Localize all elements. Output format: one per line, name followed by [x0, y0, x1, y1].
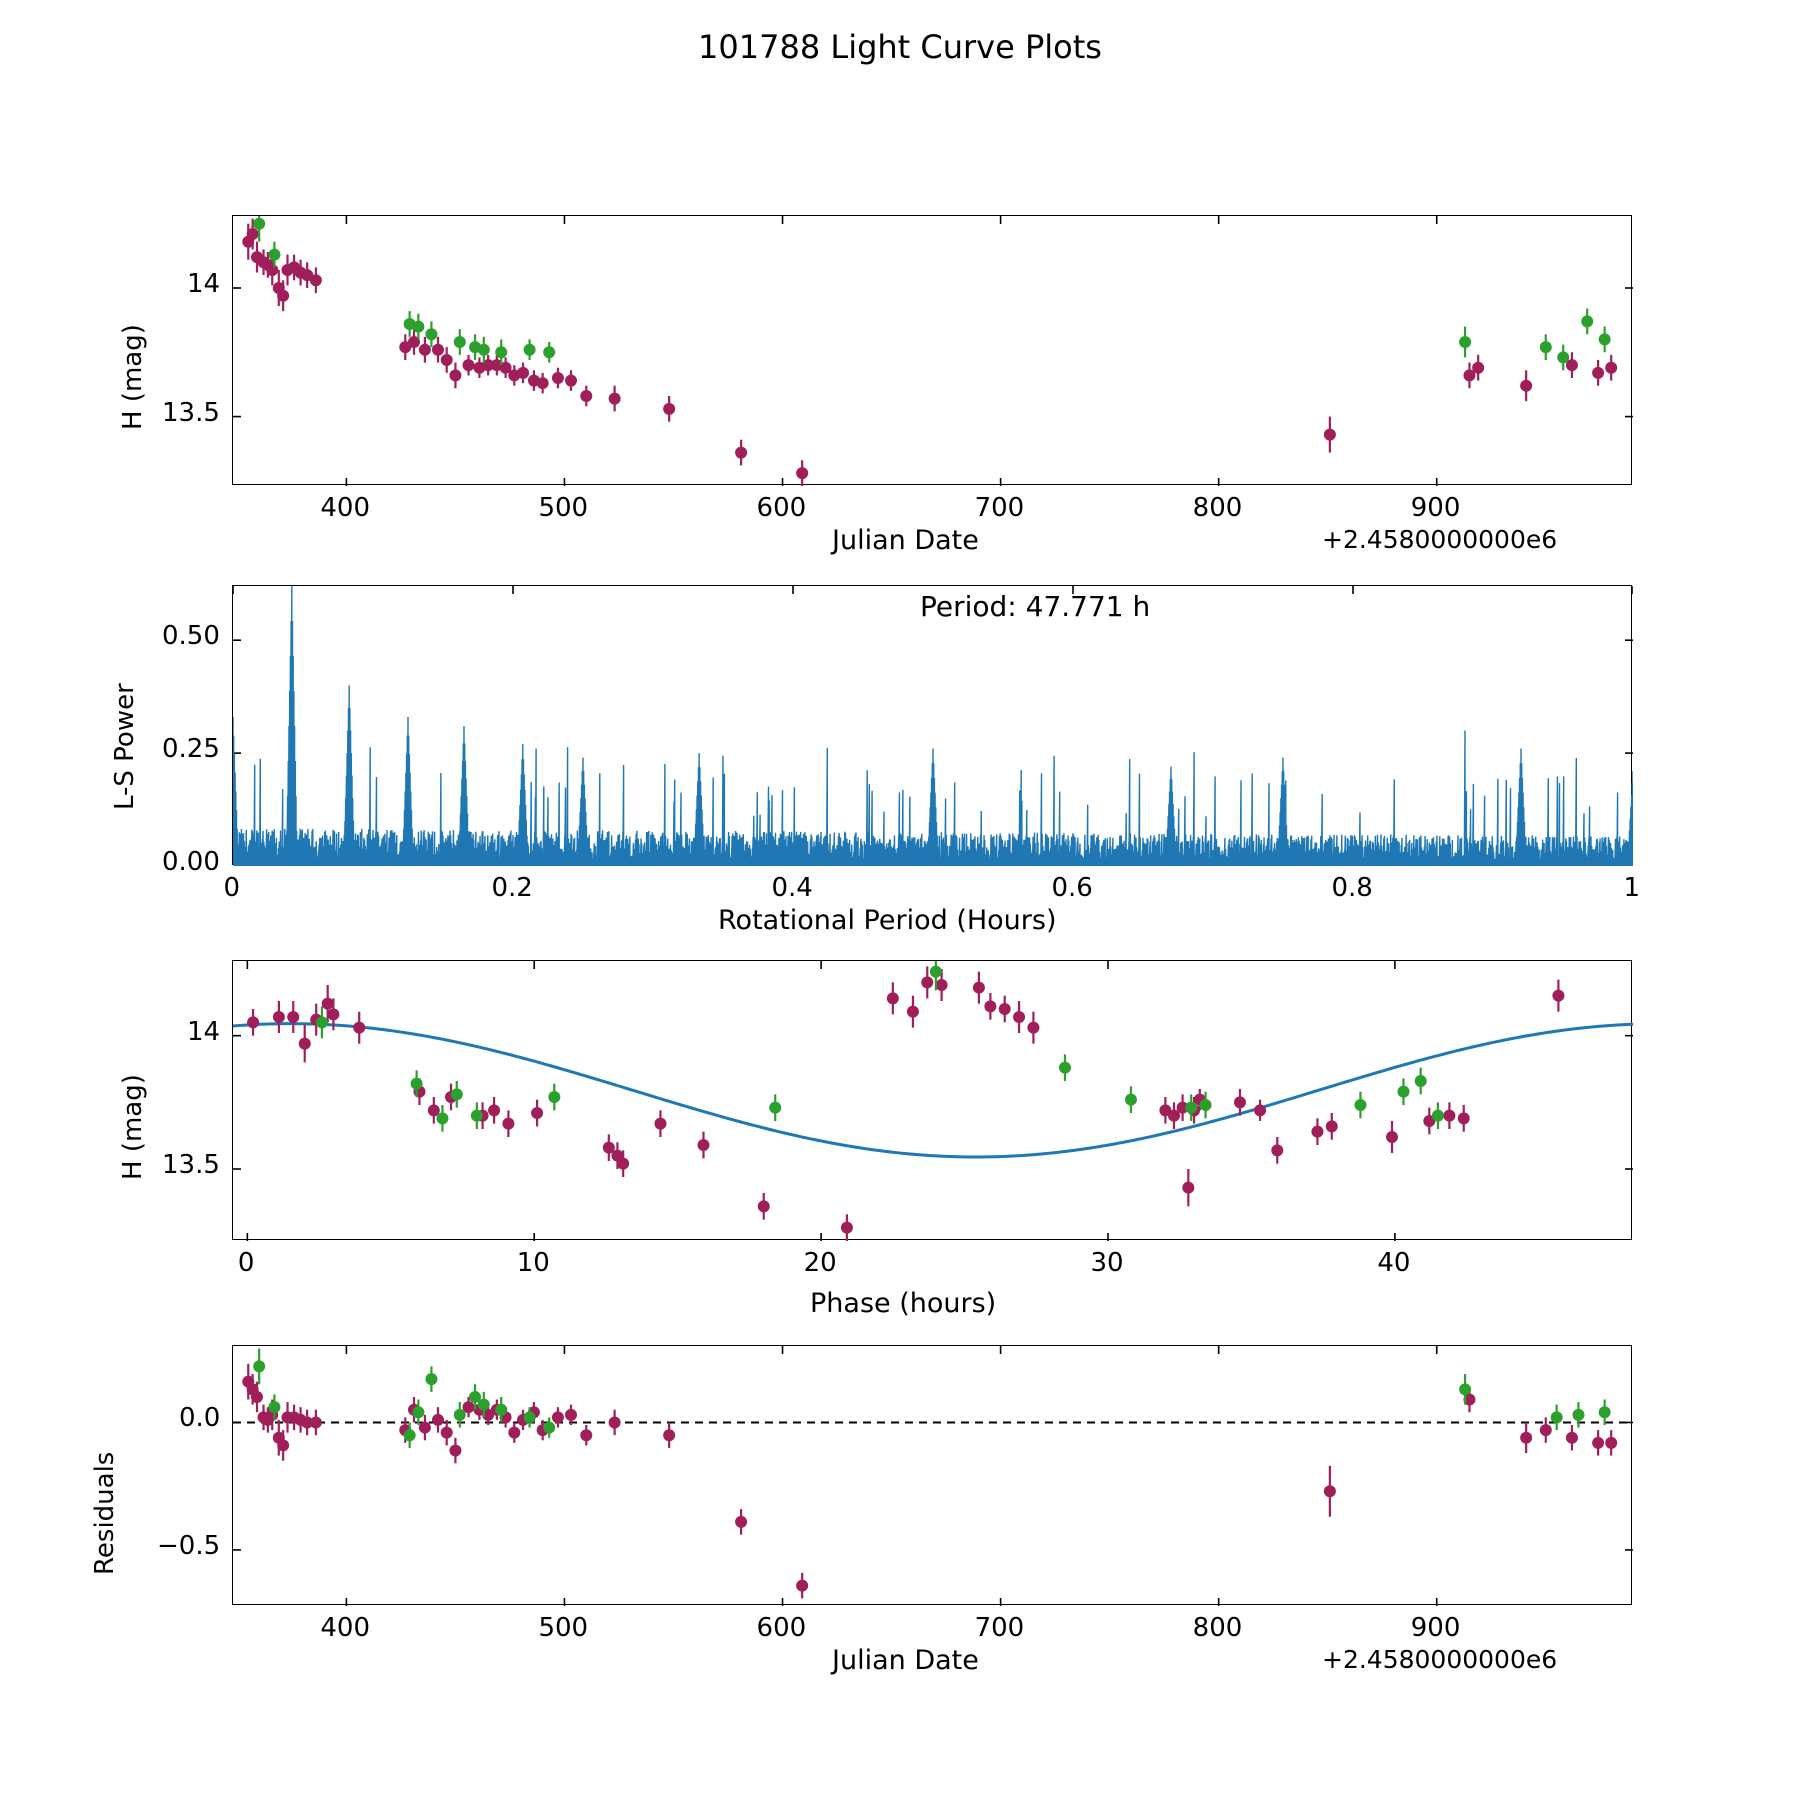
axis-tick-label: 0.50: [162, 621, 220, 652]
lightcurve-offset-label: +2.4580000000e6: [1322, 525, 1558, 554]
axis-tick-label: −0.5: [157, 1530, 221, 1561]
phased-axes: [232, 960, 1632, 1240]
periodogram-plot-area: [233, 586, 1633, 866]
axis-tick-label: 0: [237, 1248, 255, 1278]
residuals-xlabel: Julian Date: [832, 1645, 979, 1676]
axis-tick-label: 900: [1410, 1613, 1461, 1643]
lightcurve-xlabel: Julian Date: [832, 525, 979, 556]
residuals-ylabel: Residuals: [90, 1451, 120, 1575]
axis-tick-label: 40: [1377, 1248, 1411, 1278]
axis-tick-label: 30: [1090, 1248, 1124, 1278]
axis-tick-label: 10: [516, 1248, 550, 1278]
axis-tick-label: 900: [1410, 493, 1461, 523]
axis-tick-label: 14: [187, 269, 221, 299]
axis-tick-label: 800: [1192, 1613, 1243, 1643]
phased-xlabel: Phase (hours): [810, 1288, 997, 1319]
axis-tick-label: 0.0: [179, 1403, 221, 1434]
phased-plot-area: [233, 961, 1633, 1241]
axis-tick-label: 400: [320, 493, 371, 523]
axis-tick-label: 600: [756, 493, 807, 523]
axis-tick-label: 700: [974, 493, 1025, 523]
axis-tick-label: 700: [974, 1613, 1025, 1643]
axis-tick-label: 13.5: [162, 397, 220, 428]
axis-tick-label: 400: [320, 1613, 371, 1643]
page-title: 101788 Light Curve Plots: [698, 28, 1102, 66]
residuals-offset-label: +2.4580000000e6: [1322, 1645, 1558, 1674]
axis-tick-label: 0.2: [491, 873, 533, 903]
residuals-plot-area: [233, 1346, 1633, 1606]
axis-tick-label: 500: [538, 1613, 589, 1643]
axis-tick-label: 0.6: [1051, 873, 1093, 903]
axis-tick-label: 20: [803, 1248, 837, 1278]
axis-tick-label: 13.5: [162, 1150, 220, 1180]
lightcurve-ylabel: H (mag): [118, 324, 148, 430]
axis-tick-label: 1: [1623, 873, 1641, 903]
periodogram-axes: [232, 585, 1632, 865]
periodogram-ylabel: L-S Power: [110, 683, 140, 810]
axis-tick-label: 0.25: [162, 734, 220, 765]
axis-tick-label: 0.4: [771, 873, 813, 903]
period-annotation: Period: 47.771 h: [920, 590, 1151, 623]
axis-tick-label: 14: [187, 1016, 221, 1047]
axis-tick-label: 0: [223, 873, 241, 903]
axis-tick-label: 800: [1192, 493, 1243, 523]
axis-tick-label: 0.8: [1331, 873, 1373, 903]
axis-tick-label: 600: [756, 1613, 807, 1643]
periodogram-xlabel: Rotational Period (Hours): [718, 905, 1057, 936]
residuals-axes: [232, 1345, 1632, 1605]
lightcurve-plot-area: [233, 216, 1633, 486]
axis-tick-label: 500: [538, 493, 589, 523]
lightcurve-axes: [232, 215, 1632, 485]
axis-tick-label: 0.00: [162, 847, 220, 877]
phased-ylabel: H (mag): [118, 1074, 148, 1180]
